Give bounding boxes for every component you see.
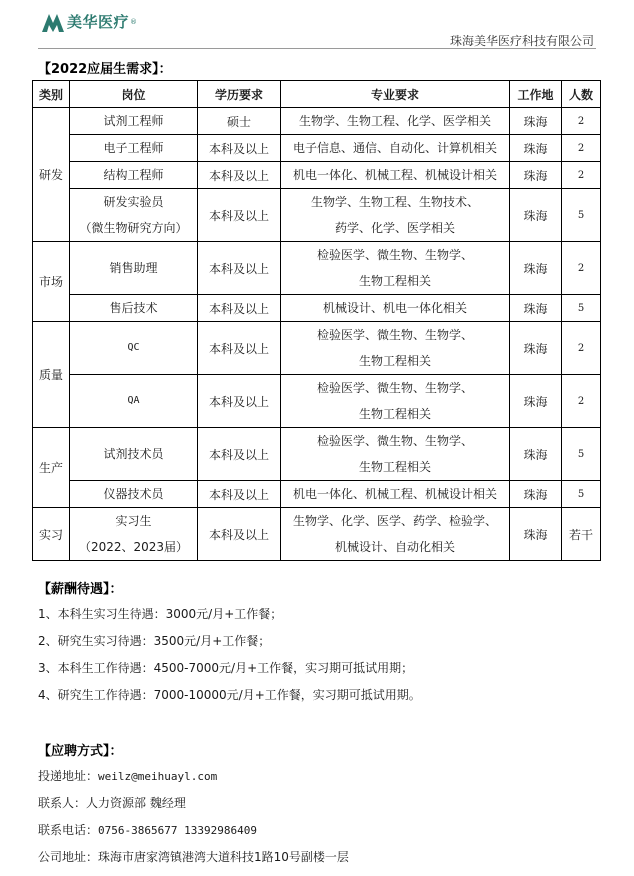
- major-cell: [281, 375, 510, 428]
- cell-line: 机电一体化、机械工程、机械设计相关: [292, 487, 497, 501]
- demand-title: 【2022应届生需求】：: [38, 62, 172, 77]
- category-cell: 实习: [33, 508, 70, 561]
- table-header-row: [33, 81, 601, 108]
- major-cell: [281, 108, 510, 135]
- col-header-category: 类别: [33, 81, 70, 108]
- col-header-count: 人数: [562, 81, 601, 108]
- cell-line: 结构工程师: [103, 168, 164, 182]
- cell-line: 仪器技术员: [103, 487, 164, 501]
- count-cell: 2: [562, 135, 601, 162]
- position-cell: [70, 295, 198, 322]
- location-cell: 珠海: [510, 375, 562, 428]
- count-cell: 2: [562, 242, 601, 295]
- col-header-position: 岗位: [70, 81, 198, 108]
- cell-line: 生物工程相关: [358, 407, 431, 421]
- education-cell: 本科及以上: [198, 322, 281, 375]
- education-cell: 本科及以上: [198, 295, 281, 322]
- position-cell: [70, 108, 198, 135]
- col-header-education: 学历要求: [198, 81, 281, 108]
- salary-title: 【薪酬待遇】：: [38, 582, 123, 597]
- table-row: [33, 428, 601, 481]
- education-cell: 本科及以上: [198, 162, 281, 189]
- registered-mark: ®: [130, 17, 138, 26]
- major-cell: [281, 295, 510, 322]
- cell-line: 生物学、生物工程、生物技术、: [310, 195, 479, 209]
- location-cell: 珠海: [510, 481, 562, 508]
- cell-line: 电子信息、通信、自动化、计算机相关: [292, 141, 497, 155]
- table-row: [33, 189, 601, 242]
- salary-item: 4、研究生工作待遇：7000-10000元/月+工作餐，实习期可抵试用期。: [38, 688, 421, 702]
- count-cell: 5: [562, 295, 601, 322]
- education-cell: 本科及以上: [198, 375, 281, 428]
- category-cell: 研发: [33, 108, 70, 242]
- address-line: [38, 848, 349, 865]
- count-cell: 2: [562, 375, 601, 428]
- count-cell: 5: [562, 481, 601, 508]
- table-row: [33, 508, 601, 561]
- table-row: [33, 242, 601, 295]
- table-row: [33, 322, 601, 375]
- table-row: [33, 375, 601, 428]
- salary-item: 1、本科生实习生待遇：3000元/月+工作餐；: [38, 607, 283, 621]
- count-cell: 2: [562, 162, 601, 189]
- demand-table: [32, 80, 601, 561]
- education-cell: 本科及以上: [198, 481, 281, 508]
- count-cell: 2: [562, 322, 601, 375]
- email-line: [38, 767, 217, 784]
- cell-line: 检验医学、微生物、生物学、: [316, 434, 473, 448]
- table-row: [33, 135, 601, 162]
- count-cell: 5: [562, 428, 601, 481]
- major-cell: [281, 242, 510, 295]
- table-row: [33, 162, 601, 189]
- major-cell: [281, 162, 510, 189]
- table-row: [33, 108, 601, 135]
- education-cell: 本科及以上: [198, 242, 281, 295]
- major-cell: [281, 135, 510, 162]
- contact-line: [38, 794, 186, 811]
- location-cell: 珠海: [510, 162, 562, 189]
- location-cell: 珠海: [510, 189, 562, 242]
- page-header: [0, 0, 634, 50]
- cell-line: 生物工程相关: [358, 460, 431, 474]
- cell-line: 检验医学、微生物、生物学、: [316, 328, 473, 342]
- email-label: 投递地址：: [38, 769, 99, 783]
- cell-line: QC: [127, 342, 140, 353]
- count-cell: 5: [562, 189, 601, 242]
- cell-line: 电子工程师: [103, 141, 164, 155]
- major-cell: [281, 322, 510, 375]
- education-cell: 硕士: [198, 108, 281, 135]
- logo-mark-icon: [42, 12, 64, 32]
- cell-line: 生物学、化学、医学、药学、检验学、: [292, 514, 497, 528]
- location-cell: 珠海: [510, 295, 562, 322]
- cell-line: 机电一体化、机械工程、机械设计相关: [292, 168, 497, 182]
- cell-line: 生物工程相关: [358, 354, 431, 368]
- education-cell: 本科及以上: [198, 189, 281, 242]
- phone-label: 联系电话：: [38, 823, 99, 837]
- position-cell: [70, 481, 198, 508]
- cell-line: （2022、2023届）: [78, 540, 189, 554]
- location-cell: 珠海: [510, 322, 562, 375]
- count-cell: 2: [562, 108, 601, 135]
- location-cell: 珠海: [510, 428, 562, 481]
- cell-line: 实习生: [115, 514, 152, 528]
- logo-text: 美华医疗: [67, 13, 130, 31]
- contact-label: 联系人：: [38, 796, 87, 810]
- company-logo: [42, 11, 137, 32]
- cell-line: QA: [127, 395, 140, 406]
- cell-line: 售后技术: [109, 301, 158, 315]
- position-cell: [70, 162, 198, 189]
- major-cell: [281, 481, 510, 508]
- major-cell: [281, 189, 510, 242]
- category-cell: 市场: [33, 242, 70, 322]
- location-cell: 珠海: [510, 108, 562, 135]
- cell-line: （微生物研究方向）: [79, 221, 188, 235]
- contact-person: 人力资源部 魏经理: [86, 796, 186, 810]
- cell-line: 机械设计、自动化相关: [334, 540, 455, 554]
- company-name: 珠海美华医疗科技有限公司: [449, 34, 594, 48]
- table-row: [33, 295, 601, 322]
- cell-line: 销售助理: [109, 261, 158, 275]
- position-cell: [70, 322, 198, 375]
- address-label: 公司地址：: [38, 850, 99, 864]
- cell-line: 药学、化学、医学相关: [334, 221, 455, 235]
- cell-line: 生物学、生物工程、化学、医学相关: [298, 114, 491, 128]
- cell-line: 研发实验员: [103, 195, 164, 209]
- phone-number: 0756-3865677 13392986409: [98, 824, 257, 837]
- col-header-major: 专业要求: [281, 81, 510, 108]
- cell-line: 检验医学、微生物、生物学、: [316, 248, 473, 262]
- position-cell: [70, 508, 198, 561]
- position-cell: [70, 242, 198, 295]
- phone-line: [38, 821, 257, 838]
- major-cell: [281, 428, 510, 481]
- cell-line: 试剂技术员: [103, 447, 164, 461]
- apply-title: 【应聘方式】：: [38, 744, 123, 759]
- education-cell: 本科及以上: [198, 428, 281, 481]
- education-cell: 本科及以上: [198, 135, 281, 162]
- salary-item: 3、本科生工作待遇：4500-7000元/月+工作餐，实习期可抵试用期；: [38, 661, 414, 675]
- location-cell: 珠海: [510, 508, 562, 561]
- major-cell: [281, 508, 510, 561]
- location-cell: 珠海: [510, 242, 562, 295]
- count-cell: 若干: [562, 508, 601, 561]
- category-cell: 生产: [33, 428, 70, 508]
- header-divider: [38, 48, 596, 49]
- position-cell: [70, 428, 198, 481]
- cell-line: 试剂工程师: [103, 114, 164, 128]
- email-link[interactable]: weilz@meihuayl.com: [98, 770, 218, 783]
- position-cell: [70, 189, 198, 242]
- salary-item: 2、研究生实习待遇：3500元/月+工作餐；: [38, 634, 271, 648]
- position-cell: [70, 375, 198, 428]
- cell-line: 生物工程相关: [358, 274, 431, 288]
- location-cell: 珠海: [510, 135, 562, 162]
- category-cell: 质量: [33, 322, 70, 428]
- col-header-location: 工作地: [510, 81, 562, 108]
- cell-line: 机械设计、机电一体化相关: [322, 301, 467, 315]
- address-value: 珠海市唐家湾镇港湾大道科技1路10号副楼一层: [98, 850, 349, 864]
- position-cell: [70, 135, 198, 162]
- education-cell: 本科及以上: [198, 508, 281, 561]
- table-row: [33, 481, 601, 508]
- cell-line: 检验医学、微生物、生物学、: [316, 381, 473, 395]
